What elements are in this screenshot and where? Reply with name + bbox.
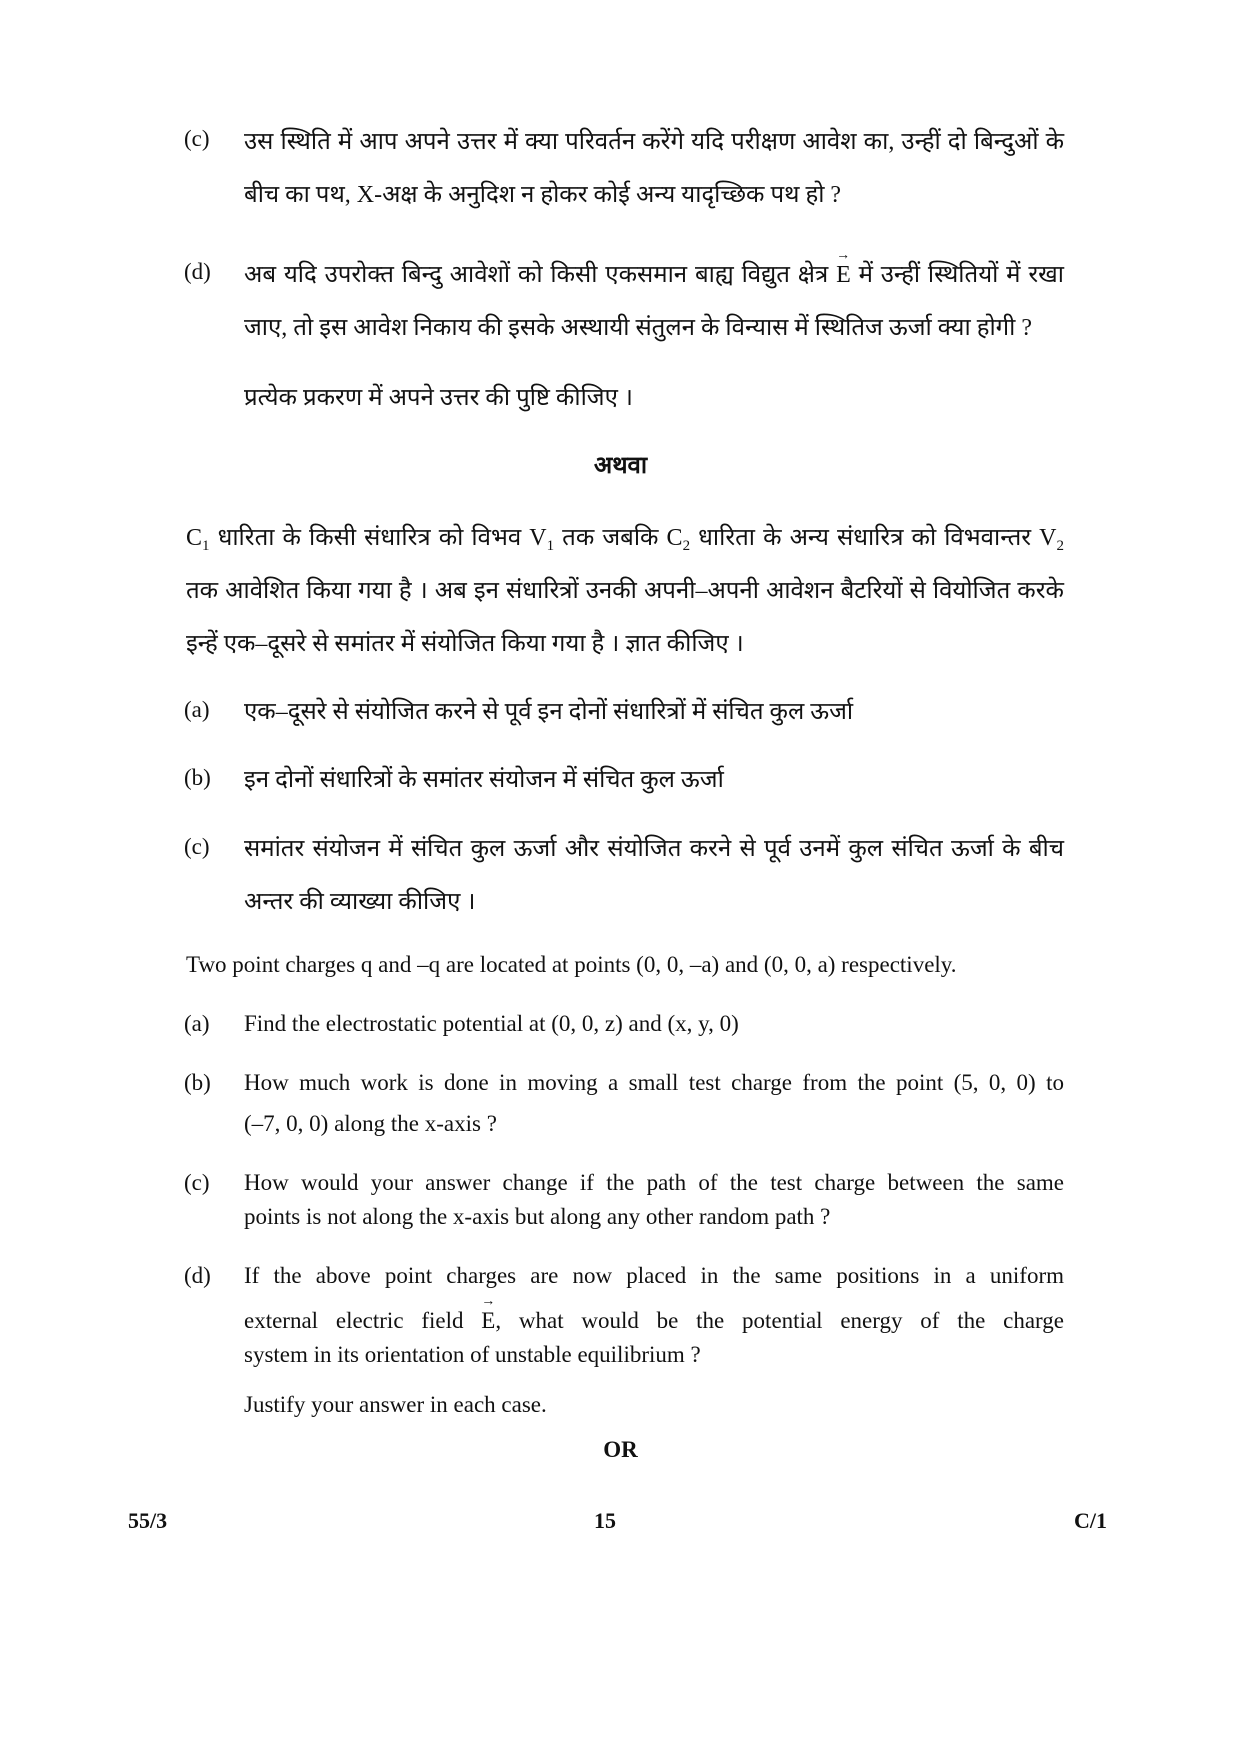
- hindi-part-d-line1-post: में उन्हीं स्थितियों में रखा: [858, 262, 1065, 288]
- english-part-a-label: (a): [184, 1011, 210, 1036]
- hindi-part-d-label: (d): [184, 259, 211, 284]
- capacitor-paragraph-line3: इन्हें एक–दूसरे से समांतर में संयोजित किया गया है । ज्ञात कीजिए ।: [186, 631, 744, 657]
- hindi-part-d-line2: जाए, तो इस आवेश निकाय की इसके अस्थायी संतुलन के विन्यास में स्थितिज ऊर्जा क्या होगी ?: [244, 315, 1033, 341]
- hindi-part-c-line1: उस स्थिति में आप अपने उत्तर में क्या परिवर्तन करेंगे यदि परीक्षण आवेश का, उन्हीं दो बिन्दुओं के: [244, 129, 1064, 155]
- english-part-c-line2: points is not along the x-axis but along any other random path ?: [244, 1204, 831, 1229]
- subscript-1: 1: [202, 538, 210, 554]
- page-number: 15: [594, 1508, 616, 1533]
- english-part-c-line1: How would your answer change if the path of the test charge between the same: [244, 1170, 1064, 1195]
- set-code: C/1: [1074, 1508, 1107, 1533]
- hindi-or-heading: अथवा: [593, 453, 648, 479]
- english-part-b-line2: (–7, 0, 0) along the x-axis ?: [244, 1111, 497, 1136]
- subscript-2: 2: [1056, 538, 1064, 554]
- capacitor-text-part-d: धारिता के अन्य संधारित्र को विभवान्तर V: [690, 525, 1057, 551]
- english-part-b-label: (b): [184, 1070, 211, 1095]
- capacitor-text-part-c: तक जबकि C: [554, 525, 683, 551]
- capacitor-part-c-label: (c): [184, 834, 210, 859]
- english-question-intro: Two point charges q and –q are located at points (0, 0, –a) and (0, 0, a) respectively.: [186, 952, 957, 977]
- hindi-part-d-line1: [244, 257, 1064, 290]
- subscript-1: 1: [546, 538, 555, 554]
- english-part-d-line2-pre: external electric field: [244, 1308, 464, 1333]
- electric-field-vector-symbol: → E: [481, 1308, 495, 1334]
- english-justify-instruction: Justify your answer in each case.: [244, 1392, 547, 1417]
- hindi-justify-instruction: प्रत्येक प्रकरण में अपने उत्तर की पुष्टि कीजिए ।: [244, 385, 633, 411]
- english-part-d-line2-post: , what would be the potential energy of the charge: [495, 1308, 1064, 1333]
- capacitor-part-c-line1: समांतर संयोजन में संचित कुल ऊर्जा और संयोजित करने से पूर्व उनमें कुल संचित ऊर्जा के बीच: [244, 836, 1064, 862]
- capacitor-part-a-label: (a): [184, 697, 210, 722]
- english-part-d-label: (d): [184, 1263, 211, 1288]
- english-part-b-line1: How much work is done in moving a small test charge from the point (5, 0, 0) to: [244, 1070, 1064, 1095]
- electric-field-vector-symbol: → E: [836, 262, 851, 289]
- capacitor-paragraph-line1: [186, 520, 1064, 553]
- hindi-part-c-label: (c): [184, 126, 210, 151]
- paper-code: 55/3: [128, 1508, 168, 1533]
- capacitor-part-b-text: इन दोनों संधारित्रों के समांतर संयोजन में संचित कुल ऊर्जा: [244, 767, 724, 793]
- english-or-heading: OR: [603, 1437, 638, 1462]
- capacitor-c1-symbol: C: [186, 525, 203, 551]
- english-part-a-text: Find the electrostatic potential at (0, 0, z) and (x, y, 0): [244, 1011, 739, 1036]
- english-part-d-line3: system in its orientation of unstable equilibrium ?: [244, 1342, 701, 1367]
- capacitor-part-b-label: (b): [184, 765, 211, 790]
- capacitor-part-c-line2: अन्तर की व्याख्या कीजिए ।: [244, 889, 476, 915]
- english-part-d-line1: If the above point charges are now placed in the same positions in a uniform: [244, 1263, 1064, 1288]
- subscript-2: 2: [682, 538, 691, 554]
- capacitor-text-part-b: धारिता के किसी संधारित्र को विभव V: [209, 525, 547, 551]
- english-part-d-line2: [244, 1308, 1064, 1334]
- english-part-c-label: (c): [184, 1170, 210, 1195]
- capacitor-part-a-text: एक–दूसरे से संयोजित करने से पूर्व इन दोनों संधारित्रों में संचित कुल ऊर्जा: [244, 699, 854, 725]
- hindi-part-d-line1-pre: अब यदि उपरोक्त बिन्दु आवेशों को किसी एकसमान बाह्य विद्युत क्षेत्र: [244, 262, 829, 288]
- hindi-part-c-line2: बीच का पथ, X-अक्ष के अनुदिश न होकर कोई अन्य यादृच्छिक पथ हो ?: [244, 182, 842, 208]
- capacitor-paragraph-line2: तक आवेशित किया गया है । अब इन संधारित्रों उनकी अपनी–अपनी आवेशन बैटरियों से वियोजित करके: [186, 578, 1064, 604]
